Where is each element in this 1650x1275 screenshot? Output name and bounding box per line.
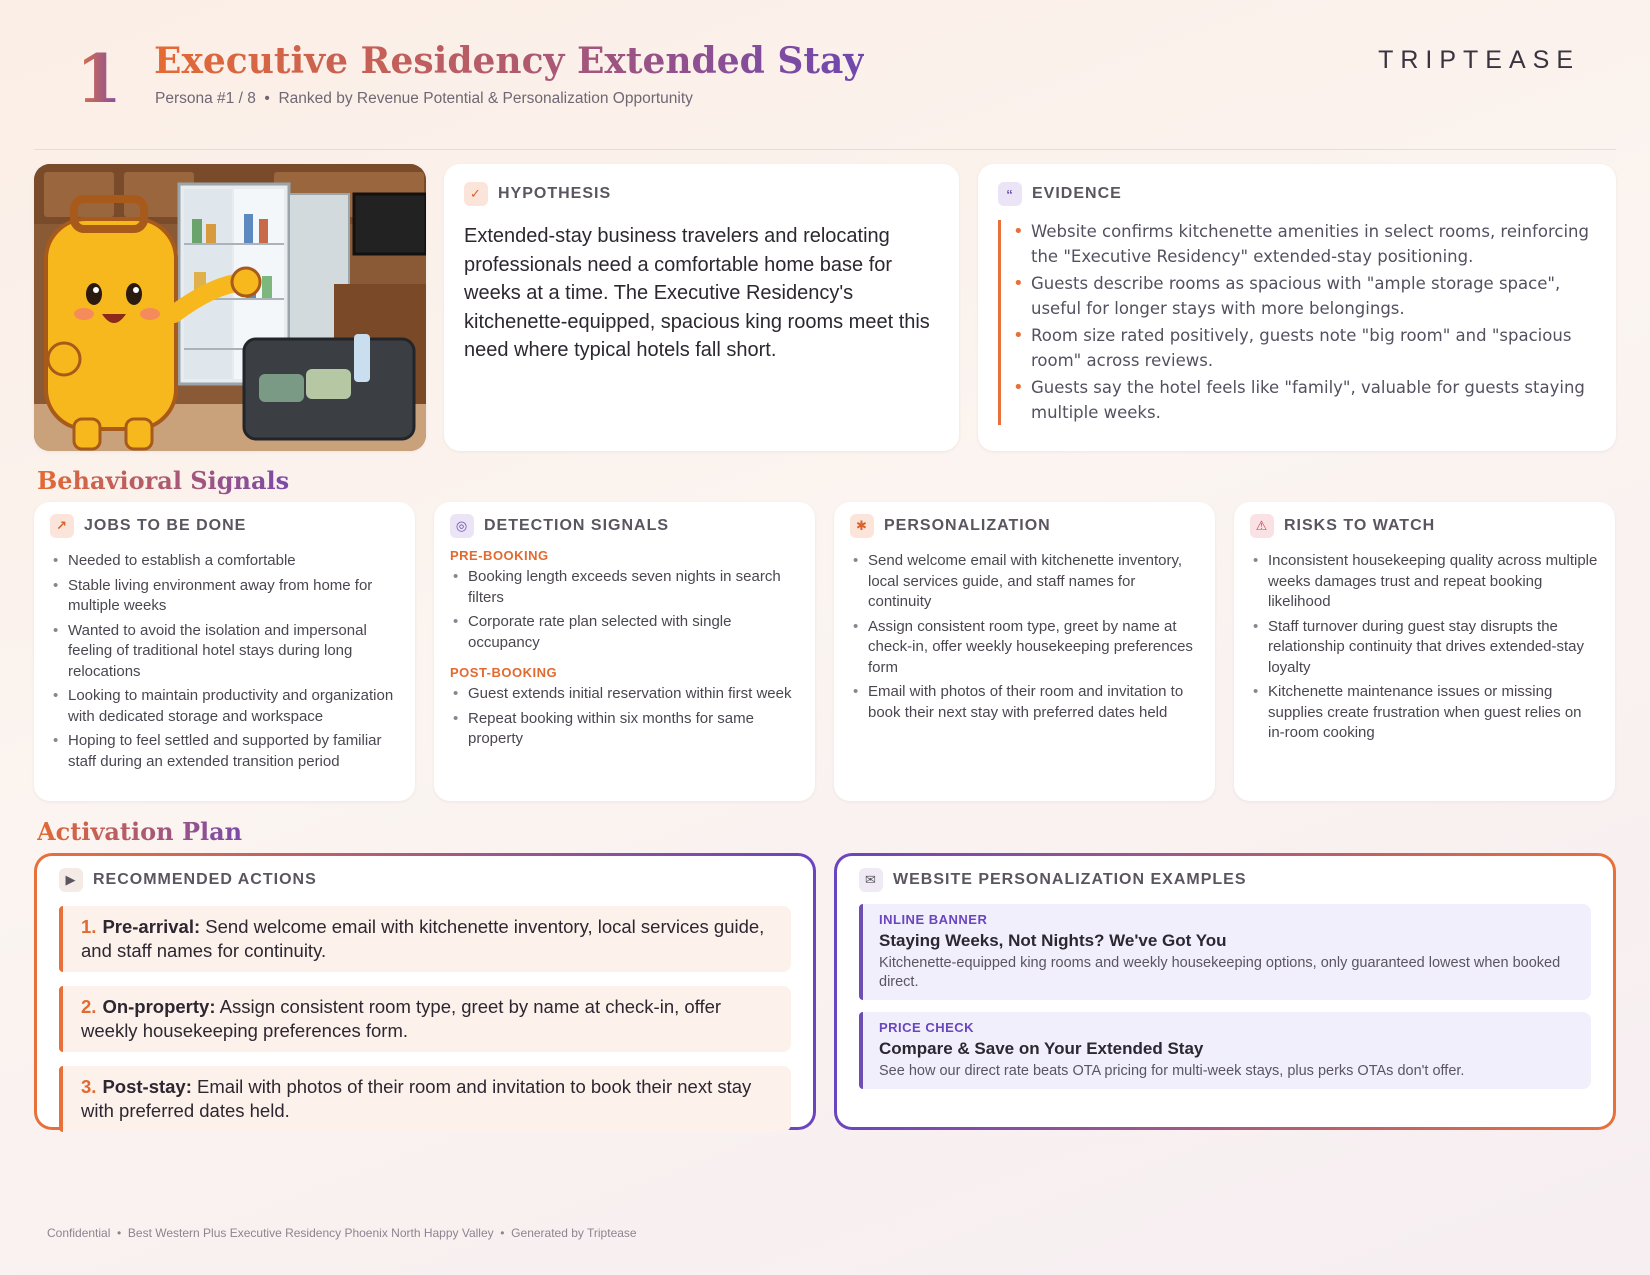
personalization-heading: PERSONALIZATION	[884, 517, 1051, 534]
evidence-card	[978, 164, 1616, 451]
target-icon: ◎	[450, 514, 474, 538]
example-tag: INLINE BANNER	[879, 912, 988, 927]
brand-logo: TRIPTEASE	[1378, 46, 1580, 74]
personalization-card	[834, 502, 1215, 801]
list-item: • Guest extends initial reservation within first week	[468, 684, 799, 705]
page-header	[34, 30, 1616, 150]
hypothesis-card	[444, 164, 959, 451]
example-desc: See how our direct rate beats OTA pricing for multi-week stays, plus perks OTAs don't offer.	[879, 1063, 1465, 1079]
activation-plan-title: Activation Plan	[37, 817, 243, 846]
list-item: • Guests say the hotel feels like "family", valuable for guests staying multiple weeks.	[1031, 376, 1596, 425]
jobs-card	[34, 502, 415, 801]
pre-booking-label: PRE-BOOKING	[450, 548, 549, 563]
list-item: • Inconsistent housekeeping quality across multiple weeks damages trust and repeat booking likelihood	[1268, 551, 1599, 613]
example-tag: PRICE CHECK	[879, 1020, 975, 1035]
list-item: • Assign consistent room type, greet by name at check-in, offer weekly housekeeping preferences form	[868, 617, 1199, 679]
website-examples-card	[834, 853, 1616, 1130]
list-item: • Repeat booking within six months for same property	[468, 709, 799, 750]
list-item: • Booking length exceeds seven nights in search filters	[468, 567, 799, 608]
list-item: • Guests describe rooms as spacious with "ample storage space", useful for longer stays with more belongings.	[1031, 272, 1596, 321]
evidence-heading: EVIDENCE	[1032, 185, 1122, 202]
mail-icon: ✉	[859, 868, 883, 892]
list-item: • Corporate rate plan selected with single occupancy	[468, 612, 799, 653]
list-item: • Hoping to feel settled and supported by familiar staff during an extended transition period	[68, 731, 399, 772]
hypothesis-text: Extended-stay business travelers and relocating professionals need a comfortable home base for weeks at a time. The Executive Residency's kitchenette-equipped, spacious king rooms meet this need where typical hotels fall short.	[464, 225, 930, 361]
list-item: • Needed to establish a comfortable	[68, 551, 399, 572]
risks-card	[1234, 502, 1615, 801]
list-item: • Send welcome email with kitchenette inventory, local services guide, and staff names for continuity	[868, 551, 1199, 613]
action-item: 3. Post-stay: Email with photos of their room and invitation to book their next stay with preferred dates held.	[59, 1066, 791, 1132]
list-item: • Kitchenette maintenance issues or missing supplies create frustration when guest relies on in-room cooking	[1268, 682, 1599, 744]
list-item: • Wanted to avoid the isolation and impersonal feeling of traditional hotel stays during long relocations	[68, 621, 399, 683]
risks-heading: RISKS TO WATCH	[1284, 517, 1436, 534]
quote-icon: “	[998, 182, 1022, 206]
list-item: • Stable living environment away from home for multiple weeks	[68, 576, 399, 617]
evidence-list	[998, 220, 1596, 425]
hypothesis-heading: HYPOTHESIS	[498, 185, 612, 202]
list-item: • Looking to maintain productivity and organization with dedicated storage and workspace	[68, 686, 399, 727]
jobs-heading: JOBS TO BE DONE	[84, 517, 247, 534]
post-booking-label: POST-BOOKING	[450, 665, 558, 680]
list-item: • Email with photos of their room and invitation to book their next stay with preferred dates held	[868, 682, 1199, 723]
warning-icon: ⚠	[1250, 514, 1274, 538]
list-item: • Staff turnover during guest stay disrupts the relationship continuity that drives extended-stay loyalty	[1268, 617, 1599, 679]
example-item	[859, 904, 1591, 1000]
sparkle-icon: ✱	[850, 514, 874, 538]
detection-heading: DETECTION SIGNALS	[484, 517, 670, 534]
page-title: Executive Residency Extended Stay	[154, 40, 865, 82]
play-icon: ▶	[59, 868, 83, 892]
list-item: • Website confirms kitchenette amenities in select rooms, reinforcing the "Executive Residency" extended-stay positioning.	[1031, 220, 1596, 269]
behavioral-signals-title: Behavioral Signals	[37, 466, 290, 495]
persona-rank: 1	[76, 40, 122, 118]
check-icon: ✓	[464, 182, 488, 206]
page-footer: Confidential • Best Western Plus Executive Residency Phoenix North Happy Valley • Generated by Triptease	[47, 1226, 637, 1240]
example-title: Compare & Save on Your Extended Stay	[879, 1039, 1204, 1058]
examples-heading: WEBSITE PERSONALIZATION EXAMPLES	[893, 871, 1247, 888]
arrow-up-right-icon: ↗	[50, 514, 74, 538]
recommended-actions-card	[34, 853, 816, 1130]
detection-card	[434, 502, 815, 801]
action-item: 2. On-property: Assign consistent room type, greet by name at check-in, offer weekly housekeeping preferences form.	[59, 986, 791, 1052]
suitcase-character-image	[34, 164, 426, 451]
example-title: Staying Weeks, Not Nights? We've Got You	[879, 931, 1227, 950]
action-item: 1. Pre-arrival: Send welcome email with kitchenette inventory, local services guide, and staff names for continuity.	[59, 906, 791, 972]
example-item	[859, 1012, 1591, 1089]
persona-illustration	[34, 164, 426, 451]
actions-heading: RECOMMENDED ACTIONS	[93, 871, 317, 888]
list-item: • Room size rated positively, guests note "big room" and "spacious room" across reviews.	[1031, 324, 1596, 373]
page-subtitle: Persona #1 / 8 • Ranked by Revenue Potential & Personalization Opportunity	[155, 90, 693, 107]
example-desc: Kitchenette-equipped king rooms and weekly housekeeping options, only guaranteed lowest when booked direct.	[879, 955, 1561, 990]
